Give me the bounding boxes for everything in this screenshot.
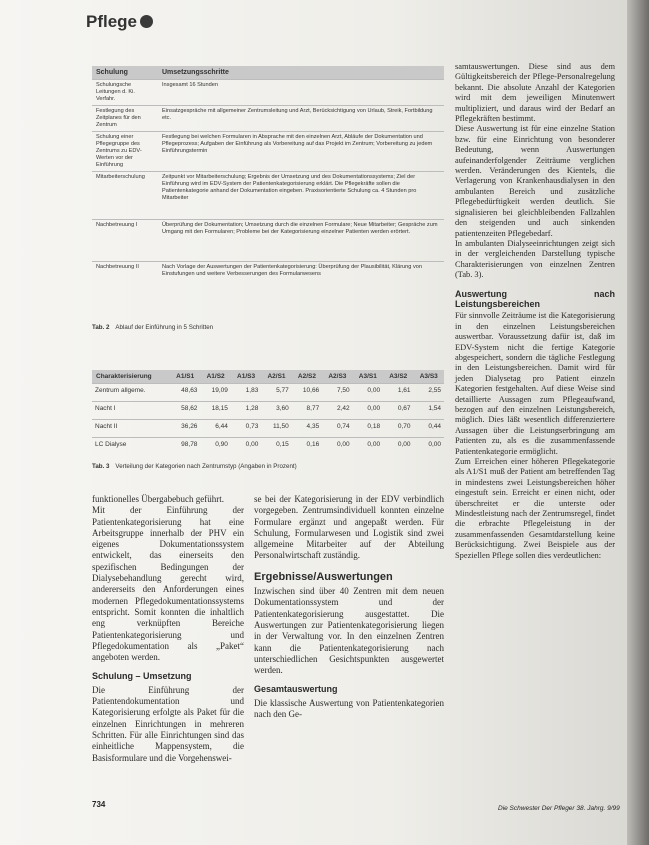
table-cell: 4,35: [292, 420, 322, 438]
table-cell: 0,73: [231, 420, 261, 438]
table-cell: 0,00: [353, 402, 383, 420]
table-row: [92, 132, 444, 172]
table-cell: 19,09: [200, 384, 230, 402]
table-cell: 1,54: [414, 402, 445, 420]
table-cell: 98,78: [170, 438, 200, 456]
table-row: [92, 172, 444, 220]
table-row: [92, 80, 444, 106]
subheading: Auswertung nach Leistungsbereichen: [455, 288, 615, 309]
process-table: [92, 66, 444, 292]
paragraph: In ambulanten Dialyseeinrichtungen zeigt sich in der vergleichenden Darstellung typische Charakterisierungen von einzelnen Zentren (Tab. 3).: [455, 238, 615, 280]
text-column-left: [92, 494, 244, 764]
section-dot-icon: [140, 15, 153, 28]
table-header-cell: A1/S1: [170, 370, 200, 384]
text-column-middle: [254, 494, 444, 720]
table-cell: 0,70: [383, 420, 413, 438]
table-cell: 0,00: [322, 438, 352, 456]
table-header-row: [92, 66, 444, 80]
table-cell: 8,77: [292, 402, 322, 420]
table-cell: 0,15: [261, 438, 291, 456]
table-row: [92, 402, 444, 420]
table-cell: 0,00: [231, 438, 261, 456]
paragraph: funktionelles Übergabebuch geführt.: [92, 494, 225, 504]
table-cell: Festlegung bei welchen Formularen in Absprache mit den einzelnen Arzt, Abläufe der Dokumentation und Pflegeprozess; Aufgaben der Einführung als Vorbereitung auf das Projekt im Zentrum; Vorbereitung zu jedem Einführungstermin: [158, 132, 444, 172]
table-header-cell: A2/S3: [322, 370, 352, 384]
table-header-cell: A3/S3: [414, 370, 445, 384]
table-cell: 0,00: [353, 438, 383, 456]
page-number: 734: [92, 800, 106, 809]
table-cell: Überprüfung der Dokumentation; Umsetzung durch die einzelnen Formulare; Neue Mitarbeiter; Gespräche zum Umgang mit den Formularen; Probleme bei der Kategorisierung einzelner Patienten werden erörtert.: [158, 220, 444, 262]
paragraph: Diese Auswertung ist für eine einzelne Station bzw. für eine Einrichtung von besonderer Bedeutung, wenn Auswertungen aufeinanderfolgender Zeiträume verglichen werden. Veränderungen des Kientels, die Verlagerung von Krankenhausdialysen in den ambulanten Bereich und zusätzliche Pflegebedürftigkeit werden deutlich. Sie signalisieren bei gleichbleibenden Fallzahlen den steigenden und auch sinkenden patientenzeiten Pflegebedarf.: [455, 124, 615, 238]
table-cell: 0,16: [292, 438, 322, 456]
table-cell: 1,83: [231, 384, 261, 402]
table-cell: Nacht II: [92, 420, 170, 438]
table-header-cell: A1/S3: [231, 370, 261, 384]
table-caption: [92, 324, 213, 331]
table-cell: 36,26: [170, 420, 200, 438]
table-cell: 0,74: [322, 420, 352, 438]
table-cell: 10,66: [292, 384, 322, 402]
table-cell: 0,44: [414, 420, 445, 438]
table-cell: Festlegung des Zeitplanes für den Zentrum: [92, 106, 158, 132]
table-cell: Nachbetreuung II: [92, 262, 158, 292]
table-header-cell: Schulung: [92, 66, 158, 80]
table-header-cell: Umsetzungsschritte: [158, 66, 444, 80]
table-header-row: [92, 370, 444, 384]
table-row: [92, 420, 444, 438]
table-cell: 3,60: [261, 402, 291, 420]
category-table: [92, 370, 444, 456]
table-cell: 0,00: [414, 438, 445, 456]
paragraph: Mit der Einführung der Patientenkategorisierung hat eine Arbeitsgruppe innerhalb der PHV ein eigenes Dokumentationssystem entwickelt, das einerseits den spezifischen Bedingungen der Dialysebehandlung gerecht wird, andererseits den Anforderungen eines modernen Pflegedokumentationssystems entspricht. Somit konnten die inhaltlich eng verknüpften Bereiche Patientenkategorisierung und Pflegedokumentation als „Paket“ angeboten werden.: [92, 505, 244, 663]
table-cell: 0,00: [383, 438, 413, 456]
table-cell: LC Dialyse: [92, 438, 170, 456]
table-row: [92, 384, 444, 402]
table-header-cell: A1/S2: [200, 370, 230, 384]
table-cell: Zentrum allgeme.: [92, 384, 170, 402]
table-cell: Einsatzgespräche mit allgemeiner Zentrumsleitung und Arzt, Berücksichtigung von Urlaub, Streik, Fortbildung etc.: [158, 106, 444, 132]
section-heading: Ergebnisse/Auswertungen: [254, 570, 393, 583]
subheading: Schulung – Umsetzung: [92, 671, 192, 682]
subheading: Gesamtauswertung: [254, 684, 338, 695]
table-header-cell: A3/S1: [353, 370, 383, 384]
table-header-cell: A2/S2: [292, 370, 322, 384]
caption-label: Tab. 2: [92, 324, 110, 331]
table-row: [92, 106, 444, 132]
table-cell: Insgesamt 16 Stunden: [158, 80, 444, 106]
table-cell: Nacht I: [92, 402, 170, 420]
table-cell: Nach Vorlage der Auswertungen der Patientenkategorisierung: Überprüfung der Plausibilität, Klärung von Einstufungen und weitere Verbesserungen des Formularwesens: [158, 262, 444, 292]
table-row: [92, 262, 444, 292]
table-header-cell: A2/S1: [261, 370, 291, 384]
journal-footer: Die Schwester Der Pfleger 38. Jahrg. 9/99: [498, 805, 620, 812]
table-cell: Mitarbeiterschulung: [92, 172, 158, 220]
table-cell: 0,90: [200, 438, 230, 456]
table-cell: 48,63: [170, 384, 200, 402]
table-cell: 0,18: [353, 420, 383, 438]
caption-label: Tab. 3: [92, 463, 110, 470]
section-title: Pflege: [86, 12, 138, 31]
table-row: [92, 438, 444, 456]
caption-text: Ablauf der Einführung in 5 Schritten: [115, 324, 214, 331]
table-cell: 0,00: [353, 384, 383, 402]
paragraph: se bei der Kategorisierung in der EDV verbindlich vorgegeben. Zentrumsindividuell konnten einzelne Formulare ergänzt und angepaßt werden. Für Schulung, Formularwesen und Logistik sind zwei allgemeine Mitarbeiter auf der Abteilung Personalwirtschaft zuständig.: [254, 494, 444, 561]
paragraph: Die Einführung der Patientendokumentation und Kategorisierung erfolgte als Paket für die einzelnen Einrichtungen in mehreren Schritten. Für alle Einrichtungen sind das einheitliche Mappensystem, die Basisformulare und die Vorgehenswei-: [92, 684, 244, 763]
table-cell: 18,15: [200, 402, 230, 420]
table-cell: Zeitpunkt vor Mitarbeiterschulung; Ergebnis der Umsetzung und des Dokumentationssystems; Ziel der Einführung wird im EDV-System der Patientenkategorisierung erklärt. Die Pflegekräfte sollen die Patientenkategorie anhand der Dokumentation eingeben. Praxisorientierte Schulung ca. 4 Stunden pro Mitarbeiter: [158, 172, 444, 220]
paragraph: Inzwischen sind über 40 Zentren mit dem neuen Dokumentationssystem und der Patientenkategorisierung ausgestattet. Die Auswertungen zur Patientenkategorisierung liegen in der Verwaltung vor. In den einzelnen Zentren kann die Patientenkategorisierung nach unterschiedlichen Gesichtspunkten ausgewertet werden.: [254, 586, 444, 676]
table-cell: 5,77: [261, 384, 291, 402]
book-binding-shadow: [627, 0, 649, 845]
table-header-cell: A3/S2: [383, 370, 413, 384]
table-cell: 58,62: [170, 402, 200, 420]
caption-text: Verteilung der Kategorien nach Zentrumstyp (Angaben in Prozent): [115, 463, 297, 470]
table-row: [92, 220, 444, 262]
paragraph: Die klassische Auswertung von Patientenkategorien nach den Ge-: [254, 697, 444, 720]
table-cell: Nachbetreuung I: [92, 220, 158, 262]
table-cell: 11,50: [261, 420, 291, 438]
table-header-cell: Charakterisierung: [92, 370, 170, 384]
table-cell: 0,67: [383, 402, 413, 420]
paragraph: Zum Erreichen einer höheren Pflegekategorie als A1/S1 muß der Patient am betreffenden Tag in mindestens zwei Leistungsbereichen höher eingestuft sein. Erreicht er einen nicht, oder überschreitet er die unterste oder Mindestleistung nach der Zentrumsregel, findet die erbrachte Pflegeleistung in der zusammenfassenden Gesamtdarstellung keine Berücksichtigung. Zwei Beispiele aus der Speziellen Pflege sollen dies verdeutlichen:: [455, 457, 615, 560]
text-column-right: [455, 62, 615, 561]
table-cell: 1,28: [231, 402, 261, 420]
table-cell: 1,61: [383, 384, 413, 402]
table-cell: Schulungsche Leitungen d. Ki. Verfahr.: [92, 80, 158, 106]
paragraph: samtauswertungen. Diese sind aus dem Gültigkeitsbereich der Pflege-Personalregelung bekannt. Die absolute Anzahl der Kategorien wird mit dem jeweiligen Minutenwert multipliziert, und daraus wird der Bedarf an Pflegekräften bestimmt.: [455, 62, 615, 124]
table-cell: 2,42: [322, 402, 352, 420]
table-caption: [92, 463, 297, 470]
paragraph: Für sinnvolle Zeiträume ist die Kategorisierung in den einzelnen Leistungsbereichen auswertbar. Voraussetzung dafür ist, daß im EDV-System nicht die fertige Kategorie abgespeichert, sondern die tägliche Festlegung in den Leistungsbereichen. Damit wird für jeden Dialysetag pro Patient einzeln Kategorien festgehalten. Auf diese Weise sind detaillierte Aussagen zum Pflegeaufwand, bezogen auf den einzelnen Leistungsbereich, möglich. Dies läßt wesentlich differenziertere Aussagen über die Leistungserbringung am Patienten zu, als es die zusammenfassende Patientenkategorie ermöglicht.: [455, 311, 615, 456]
table-cell: 6,44: [200, 420, 230, 438]
table-cell: Schulung einer Pflegegruppe des Zentrums zu EDV-Werten vor der Einführung: [92, 132, 158, 172]
table-cell: 2,55: [414, 384, 445, 402]
table-cell: 7,50: [322, 384, 352, 402]
